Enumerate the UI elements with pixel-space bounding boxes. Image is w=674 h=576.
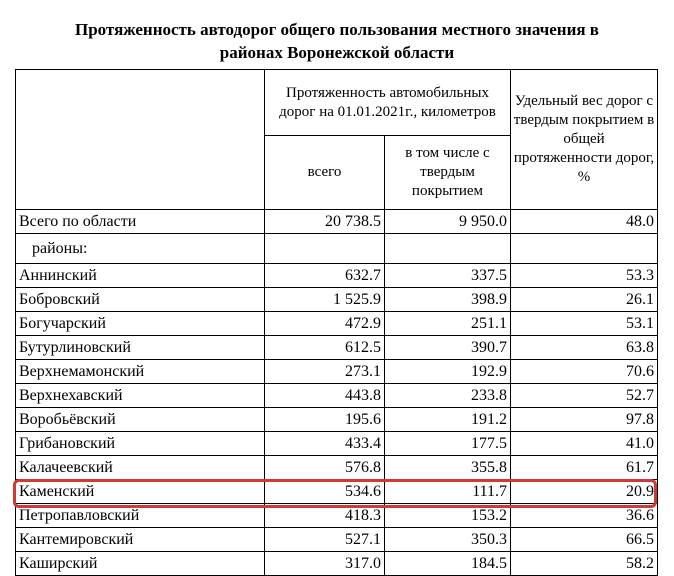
district-total: 433.4	[265, 432, 385, 456]
title-line-2: районах Воронежской области	[219, 43, 455, 62]
table-row	[16, 360, 658, 384]
district-paved: 251.1	[385, 312, 511, 336]
table-row	[16, 552, 658, 576]
header-length-group: Протяженность автомобильных дорог на 01.01.2021г., километров	[265, 70, 511, 136]
table-row	[16, 432, 658, 456]
district-paved: 192.9	[385, 360, 511, 384]
district-total: 273.1	[265, 360, 385, 384]
district-share: 53.3	[511, 264, 658, 288]
table-row	[16, 264, 658, 288]
district-name: Богучарский	[16, 312, 265, 336]
district-total: 527.1	[265, 528, 385, 552]
district-name: Кантемировский	[16, 528, 265, 552]
district-share: 20.9	[511, 480, 658, 504]
district-share: 52.7	[511, 384, 658, 408]
district-total: 472.9	[265, 312, 385, 336]
district-total: 418.3	[265, 504, 385, 528]
header-blank-cell	[16, 70, 265, 210]
table-row	[16, 288, 658, 312]
district-total: 534.6	[265, 480, 385, 504]
districts-label: районы:	[16, 234, 265, 264]
district-paved: 355.8	[385, 456, 511, 480]
district-total: 1 525.9	[265, 288, 385, 312]
header-row-1	[16, 70, 658, 136]
district-total: 317.0	[265, 552, 385, 576]
district-share: 41.0	[511, 432, 658, 456]
district-share: 70.6	[511, 360, 658, 384]
district-name: Верхнехавский	[16, 384, 265, 408]
district-paved: 153.2	[385, 504, 511, 528]
district-paved: 111.7	[385, 480, 511, 504]
district-share: 61.7	[511, 456, 658, 480]
empty-cell	[385, 234, 511, 264]
table-row	[16, 384, 658, 408]
district-total: 195.6	[265, 408, 385, 432]
district-paved: 177.5	[385, 432, 511, 456]
districts-label-row	[16, 234, 658, 264]
district-share: 26.1	[511, 288, 658, 312]
district-share: 53.1	[511, 312, 658, 336]
district-paved: 350.3	[385, 528, 511, 552]
table-row	[16, 456, 658, 480]
district-paved: 337.5	[385, 264, 511, 288]
district-total: 576.8	[265, 456, 385, 480]
total-row-name: Всего по области	[16, 210, 265, 234]
district-name: Петропавловский	[16, 504, 265, 528]
district-paved: 191.2	[385, 408, 511, 432]
district-paved: 233.8	[385, 384, 511, 408]
document-title	[0, 18, 674, 64]
empty-cell	[265, 234, 385, 264]
district-share: 63.8	[511, 336, 658, 360]
district-total: 612.5	[265, 336, 385, 360]
highlight-box	[13, 479, 657, 508]
title-line-1: Протяженность автодорог общего пользования местного значения в	[74, 20, 599, 39]
table-row	[16, 528, 658, 552]
district-name: Бутурлиновский	[16, 336, 265, 360]
empty-cell	[511, 234, 658, 264]
header-paved: в том числе с твердым покрытием	[385, 136, 511, 210]
total-row-total: 20 738.5	[265, 210, 385, 234]
district-total: 443.8	[265, 384, 385, 408]
district-name: Каширский	[16, 552, 265, 576]
district-name: Грибановский	[16, 432, 265, 456]
total-row-paved: 9 950.0	[385, 210, 511, 234]
district-name: Каменский	[16, 480, 265, 504]
header-total: всего	[265, 136, 385, 210]
district-total: 632.7	[265, 264, 385, 288]
district-name: Аннинский	[16, 264, 265, 288]
table-row	[16, 408, 658, 432]
district-name: Калачеевский	[16, 456, 265, 480]
district-name: Верхнемамонский	[16, 360, 265, 384]
total-row-share: 48.0	[511, 210, 658, 234]
table-row	[16, 312, 658, 336]
district-paved: 184.5	[385, 552, 511, 576]
district-rows	[16, 264, 658, 576]
district-name: Воробьёвский	[16, 408, 265, 432]
district-share: 36.6	[511, 504, 658, 528]
district-paved: 398.9	[385, 288, 511, 312]
district-share: 58.2	[511, 552, 658, 576]
district-paved: 390.7	[385, 336, 511, 360]
header-share: Удельный вес дорог с твердым покрытием в общей протяженности дорог, %	[511, 70, 658, 210]
district-share: 97.8	[511, 408, 658, 432]
table-row	[16, 336, 658, 360]
total-row	[16, 210, 658, 234]
district-share: 66.5	[511, 528, 658, 552]
district-name: Бобровский	[16, 288, 265, 312]
